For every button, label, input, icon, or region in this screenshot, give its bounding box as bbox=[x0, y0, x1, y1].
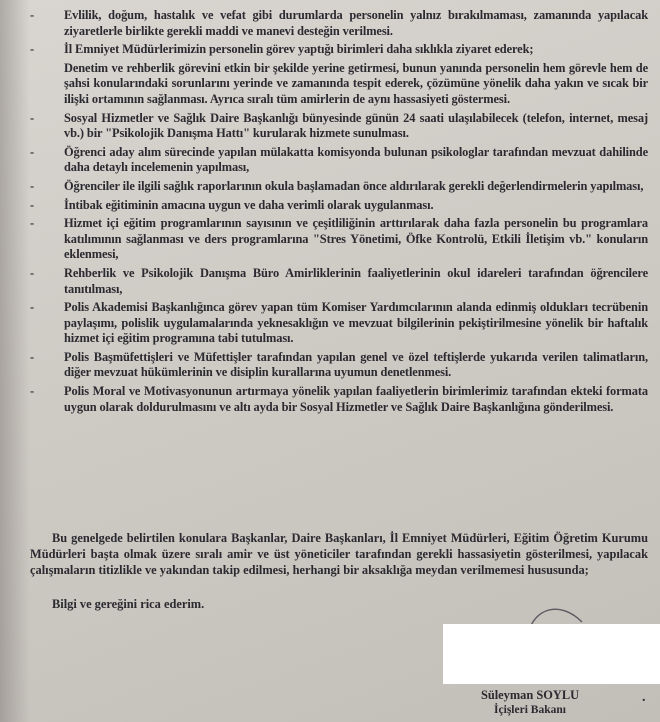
list-dash: - bbox=[30, 216, 35, 231]
list-item bbox=[30, 350, 648, 381]
list-dash: - bbox=[30, 178, 35, 193]
list-item bbox=[30, 216, 648, 263]
list-item bbox=[30, 42, 648, 58]
list-item-text: Denetim ve rehberlik görevini etkin bir şekilde yerine getirmesi, bunun yanında personelin hem görevle hem de şahsi konularındaki sorunlarını yerinde ve zamanında tespit ederek, çözümüne yönelik daha yakın ve sıcak bir ilişki ortamının sağlanması. Ayrıca sıralı tüm amirlerin de aynı hassasiyeti göstermesi. bbox=[64, 60, 648, 106]
list-item-text: Polis Akademisi Başkanlığınca görev yapan tüm Komiser Yardımcılarının alanda edinmiş oldukları tecrübenin paylaşımı, polislik uygulamalarında yeknesaklığın ve mevzuat bilgilerinin pekiştirilmesine yönelik bir haftalık hizmet içi eğitim programına tabi tutulması. bbox=[64, 300, 648, 346]
list-item-text: İl Emniyet Müdürlerimizin personelin görev yaptığı birimleri daha sıklıkla ziyaret ederek; bbox=[64, 42, 534, 57]
closing-line: Bilgi ve gereğini rica ederim. bbox=[52, 597, 205, 611]
signatory-title: İçişleri Bakanı bbox=[494, 704, 566, 716]
list-dash: - bbox=[30, 197, 35, 212]
body-paragraph: Bu genelgede belirtilen konulara Başkanlar, Daire Başkanları, İl Emniyet Müdürleri, Eğitim Öğretim Kurumu Müdürleri başta olmak üzere sıralı amir ve üst yöneticiler tarafından gerekli hassasiyetin gösterilmesi, yapılacak çalışmaların titizlikle ve yakından takip edilmesi, herhangi bir aksaklığa meydan verilmemesi hususunda; bbox=[30, 531, 648, 577]
list-item-text: Sosyal Hizmetler ve Sağlık Daire Başkanlığı bünyesinde günün 24 saati ulaşılabilecek (telefon, internet, mesaj vb.) bir "Psikolojik Danışma Hattı" kurularak hizmete sunulması. bbox=[64, 110, 648, 141]
list-dash: - bbox=[30, 110, 35, 125]
list-item-text: Öğrenci aday alım sürecinde yapılan mülakatta komisyonda bulunan psikologlar tarafından mevzuat dahilinde daha detaylı incelemenin yapılması, bbox=[64, 144, 648, 175]
list-item bbox=[30, 61, 648, 108]
list-dash: - bbox=[30, 8, 35, 22]
list-item bbox=[30, 179, 648, 195]
list-item bbox=[30, 198, 648, 214]
list-item-text: Polis Başmüfettişleri ve Müfettişler tarafından yapılan genel ve özel teftişlerde yukarıda verilen talimatların, diğer mevzuat hükümlerinin ve disiplin kurallarına uyumun denetlenmesi. bbox=[64, 349, 648, 380]
signatory-name: Süleyman SOYLU bbox=[480, 688, 580, 702]
list-dash: - bbox=[30, 265, 35, 280]
list-dash: - bbox=[30, 349, 35, 364]
list-item bbox=[30, 384, 648, 415]
list-dash: - bbox=[30, 144, 35, 159]
corner-mark: . bbox=[642, 690, 646, 705]
list-item-text: Hizmet içi eğitim programlarının sayısının ve çeşitliliğinin arttırılarak daha fazla personelin bu programlara katılımının sağlanması ve ders programlarına "Stres Yönetimi, Öfke Kontrolü, Etkili İletişim vb." konuların eklenmesi, bbox=[64, 216, 648, 262]
list-item-text: Evlilik, doğum, hastalık ve vefat gibi durumlarda personelin yalnız bırakılmaması, zamanında yapılacak ziyaretlerle birlikte gerekli maddi ve manevi desteğin verilmesi. bbox=[64, 8, 648, 38]
list-dash: - bbox=[30, 384, 35, 399]
list-dash: - bbox=[30, 300, 35, 315]
list-item-text: Rehberlik ve Psikolojik Danışma Büro Amirliklerinin faaliyetlerinin okul idareleri tarafından öğrencilere tanıtılması, bbox=[64, 265, 648, 296]
list-item bbox=[30, 300, 648, 347]
list-dash: - bbox=[30, 42, 35, 57]
list-item-text: İntibak eğitiminin amacına uygun ve daha verimli olarak uygulanması. bbox=[64, 197, 434, 212]
directive-list bbox=[30, 8, 648, 418]
page-shadow bbox=[0, 0, 30, 722]
list-item bbox=[30, 145, 648, 176]
list-item-text: Polis Moral ve Motivasyonunun artırmaya yönelik yapılan faaliyetlerin birimlerimiz tarafından ekteki formata uygun olarak doldurulmasını ve altı ayda bir Sosyal Hizmetler ve Sağlık Daire Başkanlığına gönderilmesi. bbox=[64, 384, 648, 414]
list-item bbox=[30, 111, 648, 142]
list-item bbox=[30, 266, 648, 297]
list-item-text: Öğrenciler ile ilgili sağlık raporlarının okula başlamadan önce aldırılarak gerekli değerlendirmelerin yapılması, bbox=[64, 178, 644, 193]
list-item bbox=[30, 8, 648, 39]
redacted-area bbox=[443, 624, 660, 684]
